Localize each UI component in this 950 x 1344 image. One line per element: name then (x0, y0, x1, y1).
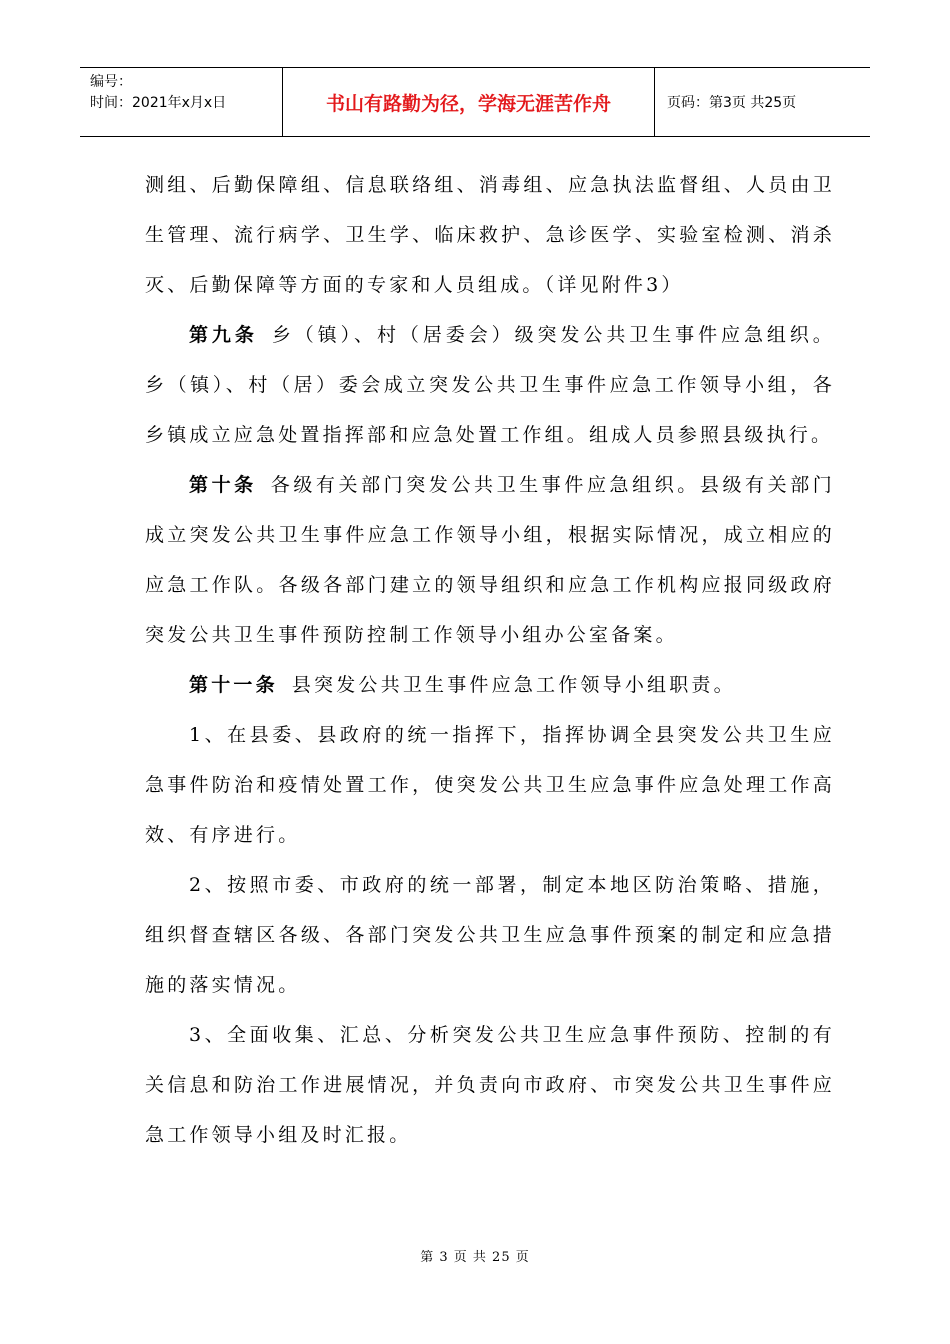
page-header (80, 67, 870, 137)
page-footer: 第 3 页 共 25 页 (420, 1250, 530, 1265)
document-date-label: 时间：2021年x月x日 (90, 95, 227, 111)
article-9 (145, 310, 835, 460)
header-meta (80, 68, 282, 136)
header-motto: 书山有路勤为径，学海无涯苦作舟 (282, 68, 655, 136)
header-page-number: 页码：第3页 共25页 (667, 95, 797, 111)
article-9-text: 乡（镇）、村（居委会）级突发公共卫生事件应急组织。乡（镇）、村（居）委会成立突发公共卫生事件应急工作领导小组，各乡镇成立应急处置指挥部和应急处置工作组。组成人员参照县级执行。 (145, 324, 835, 446)
article-11-text: 县突发公共卫生事件应急工作领导小组职责。 (291, 674, 736, 696)
paragraph-continuation: 测组、后勤保障组、信息联络组、消毒组、应急执法监督组、人员由卫生管理、流行病学、卫生学、临床救护、急诊医学、实验室检测、消杀灭、后勤保障等方面的专家和人员组成。（详见附件3） (145, 174, 835, 296)
list-item-2: 2、按照市委、市政府的统一部署，制定本地区防治策略、措施，组织督查辖区各级、各部门突发公共卫生应急事件预案的制定和应急措施的落实情况。 (145, 874, 835, 996)
document-body (145, 160, 835, 1160)
article-10-label: 第十条 (189, 474, 257, 496)
article-10 (145, 460, 835, 660)
article-9-label: 第九条 (189, 324, 258, 346)
article-11-label: 第十一条 (189, 674, 278, 696)
list-item-3: 3、全面收集、汇总、分析突发公共卫生应急事件预防、控制的有关信息和防治工作进展情况，并负责向市政府、市突发公共卫生事件应急工作领导小组及时汇报。 (145, 1024, 835, 1146)
article-10-text: 各级有关部门突发公共卫生事件应急组织。县级有关部门成立突发公共卫生事件应急工作领导小组，根据实际情况，成立相应的应急工作队。各级各部门建立的领导组织和应急工作机构应报同级政府突发公共卫生事件预防控制工作领导小组办公室备案。 (145, 474, 835, 646)
document-number-label: 编号： (90, 74, 132, 90)
list-item-1: 1、在县委、县政府的统一指挥下，指挥协调全县突发公共卫生应急事件防治和疫情处置工作，使突发公共卫生应急事件应急处理工作高效、有序进行。 (145, 724, 835, 846)
article-11 (145, 660, 835, 710)
